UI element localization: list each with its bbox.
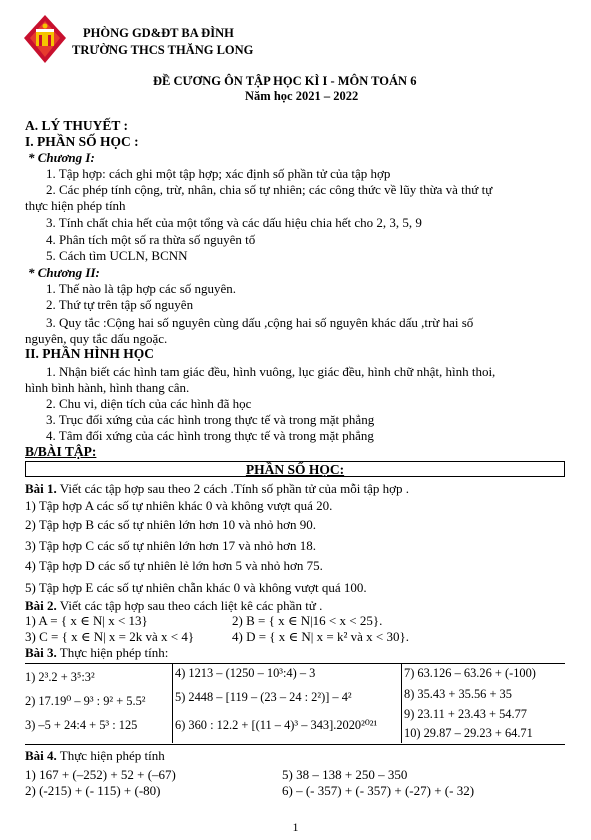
chapter1-heading: * Chương I: bbox=[28, 150, 95, 165]
geometry-item: 3. Trục đối xứng của các hình trong thực tế và trong mặt phẳng bbox=[46, 412, 375, 427]
exercise-2-item: 2) B = { x ∈ N|16 < x < 25}. bbox=[232, 613, 383, 628]
exercise-3-item: 4) 1213 – (1250 – 10³:4) – 3 bbox=[175, 666, 316, 680]
exercise-4-item: 5) 38 – 138 + 250 – 350 bbox=[282, 767, 408, 782]
exercise-4-item: 2) (-215) + (- 115) + (-80) bbox=[25, 783, 161, 798]
exercise-3-item: 2) 17.19⁰ – 9³ : 9² + 5.5² bbox=[25, 694, 146, 708]
exercise-1-item: 1) Tập hợp A các số tự nhiên khác 0 và không vượt quá 20. bbox=[25, 498, 333, 513]
exercise-2-item: 1) A = { x ∈ N| x < 13} bbox=[25, 613, 148, 628]
chapter2-item: 2. Thứ tự trên tập số nguyên bbox=[46, 297, 194, 312]
exercise-4-text: Thực hiện phép tính bbox=[56, 748, 165, 763]
chapter1-item: 5. Cách tìm UCLN, BCNN bbox=[46, 248, 188, 263]
exercise-1-item: 3) Tập hợp C các số tự nhiên lớn hơn 17 và nhỏ hơn 18. bbox=[25, 538, 317, 553]
exercise-1-item: 2) Tập hợp B các số tự nhiên lớn hơn 10 và nhỏ hơn 90. bbox=[25, 517, 317, 532]
exercise-1-text: Viết các tập hợp sau theo 2 cách .Tính số phần tử của mỗi tập hợp . bbox=[56, 481, 410, 496]
exercise-3-item: 6) 360 : 12.2 + [(11 – 4)³ – 343].2020²⁰²¹ bbox=[175, 718, 378, 732]
exercise-2-item: 4) D = { x ∈ N| x = k² và x < 30}. bbox=[232, 629, 409, 644]
exercise-1-label: Bài 1. bbox=[25, 481, 57, 496]
exercise-3-item: 8) 35.43 + 35.56 + 35 bbox=[404, 687, 512, 701]
exercise-2-text: Viết các tập hợp sau theo cách liệt kê các phần tử . bbox=[56, 598, 323, 613]
page-number: 1 bbox=[292, 820, 299, 834]
chapter1-item: 1. Tập hợp: cách ghi một tập hợp; xác định số phần tử của tập hợp bbox=[46, 166, 391, 181]
arithmetic-section-title: PHẦN SỐ HỌC: bbox=[245, 462, 345, 477]
exercise-4-item: 1) 167 + (–252) + 52 + (–67) bbox=[25, 767, 176, 782]
exercise-1-item: 5) Tập hợp E các số tự nhiên chẵn khác 0 và không vượt quá 100. bbox=[25, 580, 367, 595]
exercise-3-item: 5) 2448 – [119 – (23 – 24 : 2²)] – 4² bbox=[175, 690, 352, 704]
chapter1-item: 4. Phân tích một số ra thừa số nguyên tố bbox=[46, 232, 256, 247]
exercise-1-item: 4) Tập hợp D các số tự nhiên lẻ lớn hơn 5 và nhỏ hơn 75. bbox=[25, 558, 323, 573]
exercise-3-item: 1) 2³.2 + 3⁵:3² bbox=[25, 670, 95, 684]
exercise-3-label: Bài 3. bbox=[25, 645, 57, 660]
school-name: TRƯỜNG THCS THĂNG LONG bbox=[72, 43, 254, 57]
table-divider bbox=[172, 663, 173, 743]
school-year: Năm học 2021 – 2022 bbox=[245, 89, 359, 103]
exercise-2-prompt bbox=[25, 598, 322, 614]
exercise-3-item: 10) 29.87 – 29.23 + 64.71 bbox=[404, 726, 533, 740]
arithmetic-part-heading: I. PHẦN SỐ HỌC : bbox=[25, 134, 139, 149]
geometry-item: 1. Nhận biết các hình tam giác đều, hình vuông, lục giác đều, hình chữ nhật, hình thoi, bbox=[46, 364, 496, 379]
exercise-3-prompt bbox=[25, 645, 168, 661]
arithmetic-section-box bbox=[25, 461, 565, 477]
exercise-3-text: Thực hiện phép tính: bbox=[56, 645, 169, 660]
geometry-item-continued: hình bình hành, hình thang cân. bbox=[25, 380, 190, 395]
chapter2-item-continued: nguyên, quy tắc dấu ngoặc. bbox=[25, 331, 168, 346]
exercises-heading: B/BÀI TẬP: bbox=[25, 444, 97, 459]
theory-heading: A. LÝ THUYẾT : bbox=[25, 118, 129, 133]
department-name: PHÒNG GD&ĐT BA ĐÌNH bbox=[83, 26, 234, 40]
geometry-part-heading: II. PHẦN HÌNH HỌC bbox=[25, 346, 155, 361]
chapter2-item: 3. Quy tắc :Cộng hai số nguyên cùng dấu ,cộng hai số nguyên khác dấu ,trừ hai số bbox=[46, 315, 474, 330]
document-title: ĐỀ CƯƠNG ÔN TẬP HỌC KÌ I - MÔN TOÁN 6 bbox=[153, 74, 417, 88]
chapter2-heading: * Chương II: bbox=[28, 265, 100, 280]
exercise-4-prompt bbox=[25, 748, 165, 764]
exercise-4-item: 6) – (- 357) + (- 357) + (-27) + (- 32) bbox=[282, 783, 475, 798]
chapter2-item: 1. Thế nào là tập hợp các số nguyên. bbox=[46, 281, 237, 296]
geometry-item: 4. Tâm đối xứng của các hình trong thực tế và trong mặt phẳng bbox=[46, 428, 374, 443]
chapter1-item-continued: thực hiện phép tính bbox=[25, 198, 126, 213]
exercise-2-item: 3) C = { x ∈ N| x = 2k và x < 4} bbox=[25, 629, 195, 644]
exercise-2-label: Bài 2. bbox=[25, 598, 57, 613]
exercise-1-prompt bbox=[25, 481, 409, 497]
geometry-item: 2. Chu vi, diện tích của các hình đã học bbox=[46, 396, 252, 411]
table-divider bbox=[401, 663, 402, 743]
exercise-3-item: 3) –5 + 24:4 + 5³ : 125 bbox=[25, 718, 138, 732]
school-logo-icon bbox=[23, 14, 67, 64]
chapter1-item: 2. Các phép tính cộng, trừ, nhân, chia số tự nhiên; các công thức về lũy thừa và thứ tự bbox=[46, 182, 493, 197]
exercise-3-item: 9) 23.11 + 23.43 + 54.77 bbox=[404, 707, 527, 721]
exercise-4-label: Bài 4. bbox=[25, 748, 57, 763]
chapter1-item: 3. Tính chất chia hết của một tổng và các dấu hiệu chia hết cho 2, 3, 5, 9 bbox=[46, 215, 422, 230]
exercise-3-item: 7) 63.126 – 63.26 + (-100) bbox=[404, 666, 536, 680]
